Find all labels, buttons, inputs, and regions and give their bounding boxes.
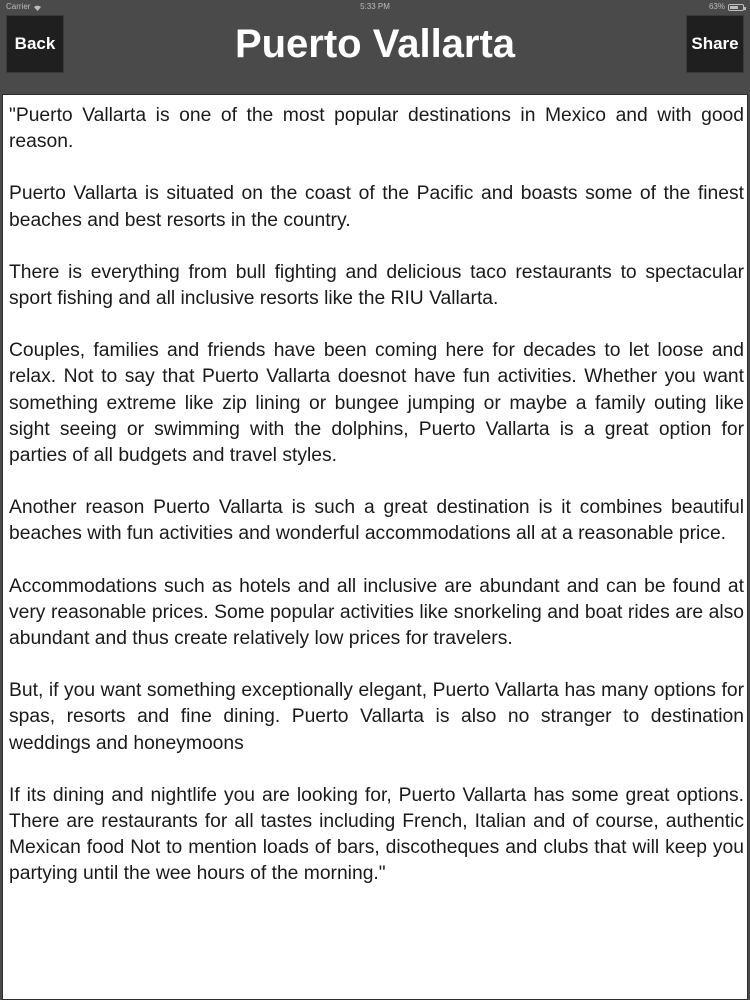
- status-time: 5:33 PM: [360, 2, 390, 11]
- article-paragraph: If its dining and nightlife you are looking for, Puerto Vallarta has some great options. There are restaurants for all tastes including French, Italian and of course, authentic Mexican food Not to mention loads of bars, discotheques and clubs that will keep you partying until the wee hours of the morning.": [9, 784, 744, 885]
- battery-percent: 63%: [708, 2, 725, 11]
- battery-indicator: [709, 0, 744, 14]
- navigation-bar: [0, 14, 750, 92]
- status-bar: [0, 0, 750, 14]
- page-title: Puerto Vallarta: [234, 22, 516, 66]
- article-text: [9, 103, 744, 914]
- share-button[interactable]: Share: [686, 15, 744, 73]
- article-paragraph: Accommodations such as hotels and all inclusive are abundant and can be found at very reasonable prices. Some popular activities like snorkeling and boat rides are also abundant and thus create relatively low prices for travelers.: [9, 575, 744, 650]
- article-scroll-view[interactable]: [2, 94, 748, 1000]
- article-paragraph: But, if you want something exceptionally elegant, Puerto Vallarta has many options for spas, resorts and fine dining. Puerto Vallarta is also no stranger to destination weddings and honeymoons: [9, 680, 744, 754]
- article-paragraph: Couples, families and friends have been coming here for decades to let loose and relax. Not to say that Puerto Vallarta doesnot have fun activities. Whether you want something extreme like zip lining or bungee jumping or maybe a family outing like sight seeing or swimming with the dolphins, Puerto Vallarta is a great option for parties of all budgets and travel styles.: [9, 340, 744, 467]
- article-paragraph: There is everything from bull fighting and delicious taco restaurants to spectacular sport fishing and all inclusive resorts like the RIU Vallarta.: [9, 261, 744, 310]
- article-paragraph: "Puerto Vallarta is one of the most popular destinations in Mexico and with good reason.: [9, 105, 744, 153]
- back-button[interactable]: Back: [6, 15, 64, 73]
- article-paragraph: Puerto Vallarta is situated on the coast of the Pacific and boasts some of the finest beaches and best resorts in the country.: [9, 183, 744, 231]
- article-paragraph: Another reason Puerto Vallarta is such a great destination is it combines beautiful beaches with fun activities and wonderful accommodations all at a reasonable price.: [9, 497, 744, 545]
- battery-icon: [728, 4, 744, 11]
- carrier-label: Carrier: [6, 2, 31, 11]
